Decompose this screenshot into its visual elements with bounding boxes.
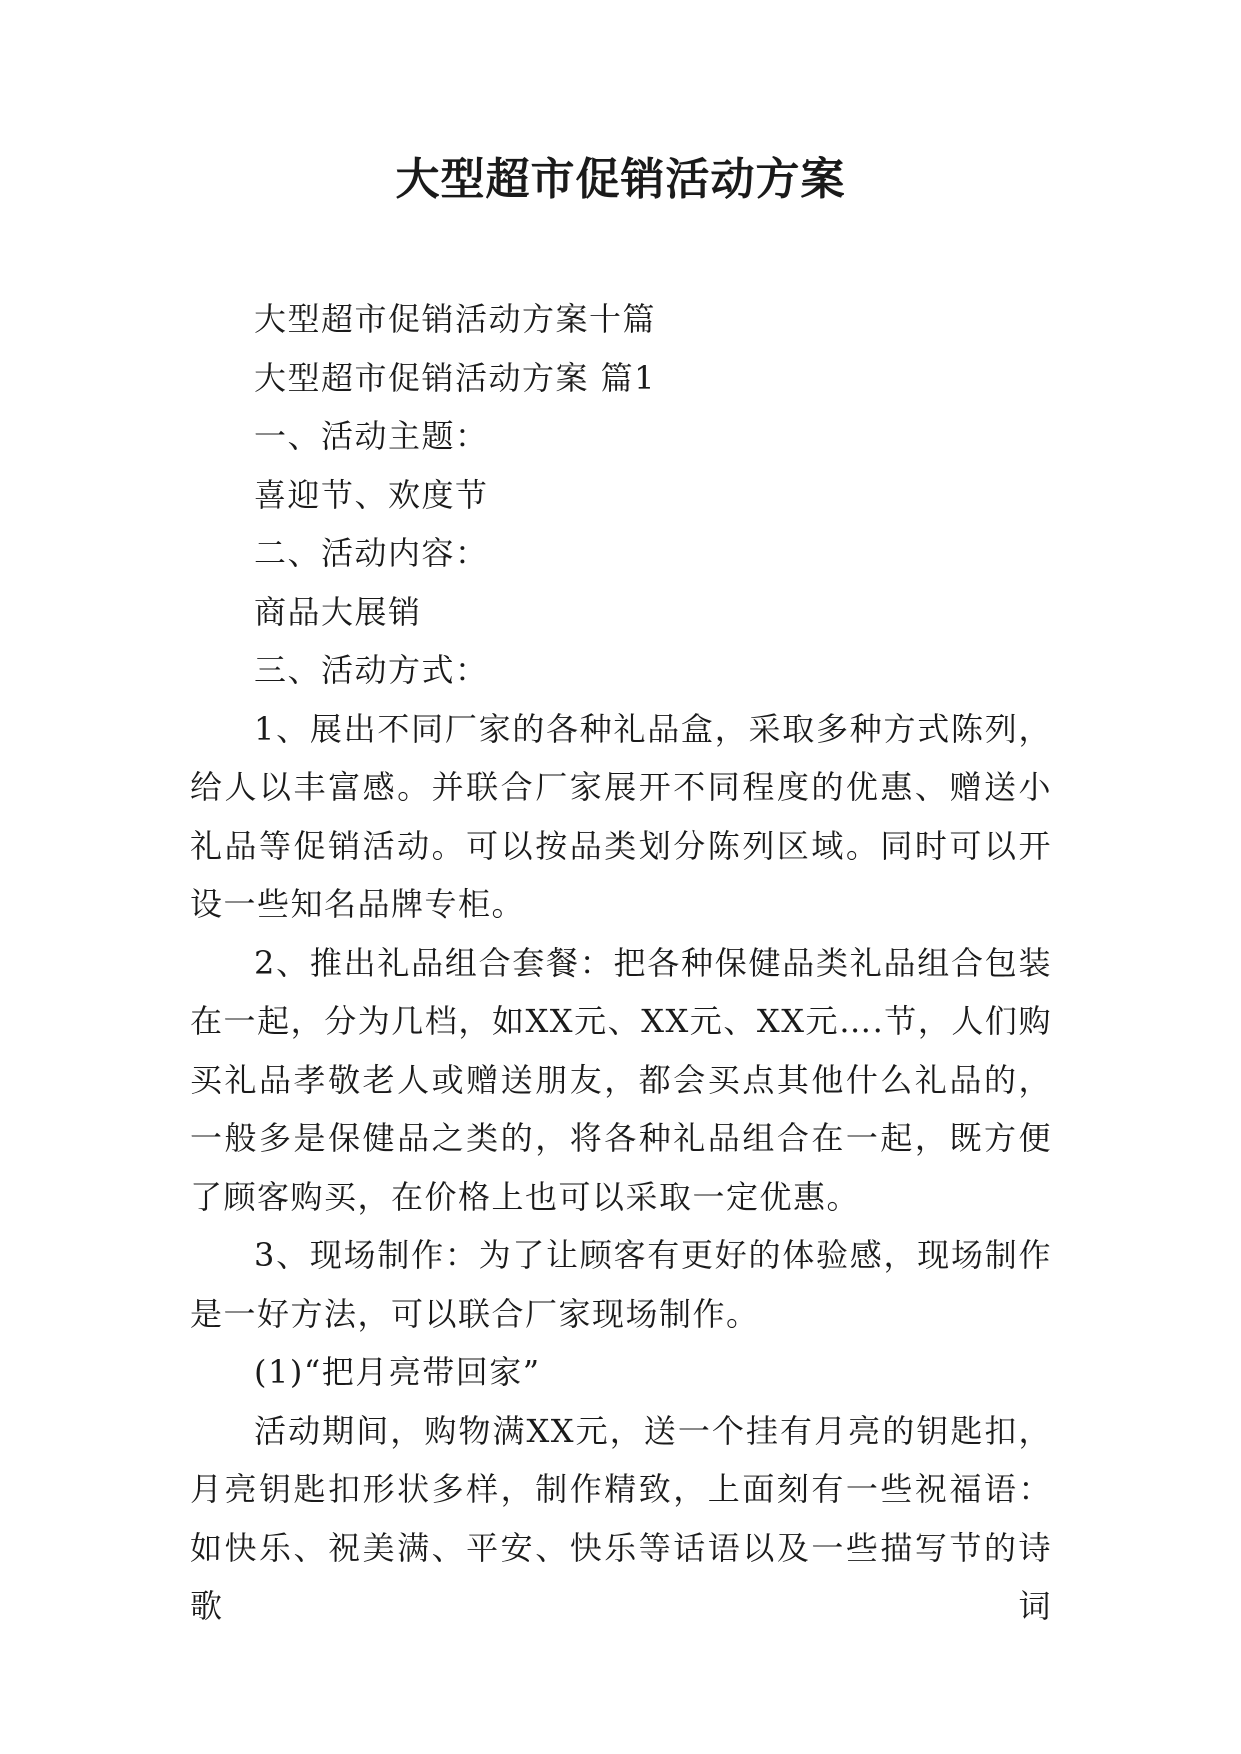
paragraph-heading-theme: 一、活动主题： (254, 417, 489, 455)
paragraph-moon-detail: 活动期间，购物满XX元，送一个挂有月亮的钥匙扣，月亮钥匙扣形状多样，制作精致，上面刻有一些祝福语：如快乐、祝美满、平安、快乐等话语以及一些描写节的诗歌词 (190, 1411, 1052, 1625)
paragraph-subheading-moon: (1)“把月亮带回家” (254, 1353, 541, 1391)
paragraph-content: 商品大展销 (254, 592, 422, 631)
paragraph-heading-method: 三、活动方式： (254, 651, 489, 689)
paragraph-method-3: 3、现场制作：为了让顾客有更好的体验感，现场制作是一好方法，可以联合厂家现场制作。 (190, 1236, 1052, 1333)
paragraph-subtitle: 大型超市促销活动方案十篇 (254, 300, 657, 338)
document-body (190, 290, 1052, 1636)
document-title: 大型超市促销活动方案 (395, 154, 846, 205)
paragraph-theme: 喜迎节、欢度节 (254, 475, 489, 514)
paragraph-section-heading: 大型超市促销活动方案 篇1 (254, 358, 657, 397)
paragraph-heading-content: 二、活动内容： (254, 534, 489, 572)
paragraph-method-2: 2、推出礼品组合套餐：把各种保健品类礼品组合包装在一起，分为几档，如XX元、XX元、XX元….节，人们购买礼品孝敬老人或赠送朋友，都会买点其他什么礼品的，一般多是保健品之类的，将各种礼品组合在一起，既方便了顾客购买，在价格上也可以采取一定优惠。 (190, 943, 1052, 1216)
paragraph-method-1: 1、展出不同厂家的各种礼品盒，采取多种方式陈列，给人以丰富感。并联合厂家展开不同程度的优惠、赠送小礼品等促销活动。可以按品类划分陈列区域。同时可以开设一些知名品牌专柜。 (190, 709, 1052, 923)
